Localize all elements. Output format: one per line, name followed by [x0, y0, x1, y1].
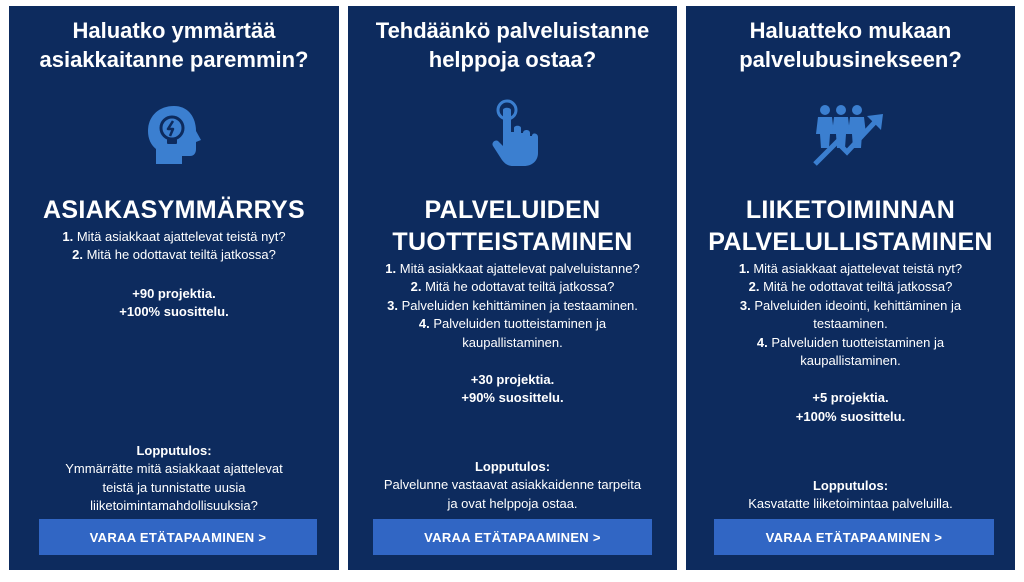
list-number: 1. [738, 261, 750, 276]
card-result [698, 477, 1003, 514]
service-card-palveluiden-tuotteistaminen [348, 6, 677, 570]
list-text: Palveluiden ideointi, kehittäminen ja testaaminen. [754, 297, 962, 332]
result-label: Lopputulos: [136, 443, 212, 458]
result-line: Ymmärrätte mitä asiakkaat ajattelevat [65, 461, 283, 477]
result-line: ja ovat helppoja ostaa. [447, 495, 578, 511]
list-item [362, 278, 663, 296]
card-question [9, 16, 339, 74]
result-line: Kasvatatte liiketoimintaa palveluilla. [748, 496, 953, 512]
title-line: ASIAKASYMMÄRRYS [43, 196, 305, 224]
book-meeting-button[interactable]: VARAA ETÄTAPAAMINEN > [373, 519, 652, 555]
title-line: PALVELULLISTAMINEN [708, 228, 993, 256]
list-number: 3. [739, 297, 751, 313]
list-number: 3. [387, 297, 398, 313]
question-list [23, 228, 325, 265]
list-item [362, 297, 663, 315]
list-item [700, 334, 1001, 371]
question-line: Haluatteko mukaan [749, 18, 952, 43]
stat-recommendation: +90% suosittelu. [461, 390, 564, 406]
list-item [700, 297, 1001, 334]
people-growth-icon [686, 98, 1015, 170]
card-body [23, 228, 325, 322]
card-body [362, 260, 663, 408]
result-label: Lopputulos: [474, 459, 551, 474]
title-line: TUOTTEISTAMINEN [392, 228, 633, 256]
stat-projects: +90 projektia. [132, 285, 216, 301]
card-question [348, 16, 677, 74]
card-title [348, 194, 677, 258]
card-title [9, 194, 339, 226]
question-line: palvelubusinekseen? [739, 47, 962, 72]
result-line: Palvelunne vastaavat asiakkaidenne tarpeita [383, 477, 642, 493]
question-list [362, 260, 663, 352]
list-number: 1. [62, 229, 74, 244]
list-number: 4. [756, 334, 768, 350]
stat-recommendation: +100% suosittelu. [119, 304, 229, 320]
list-item [23, 246, 325, 264]
question-line: Tehdäänkö palveluistanne [375, 18, 650, 43]
card-question [686, 16, 1015, 74]
hand-pointer-icon [348, 98, 677, 170]
question-line: helppoja ostaa? [428, 47, 597, 72]
list-item [362, 315, 663, 352]
question-list [700, 260, 1001, 370]
list-text: Palveluiden tuotteistaminen ja kaupallistaminen. [433, 316, 607, 350]
list-item [23, 228, 325, 246]
service-card-asiakasymmarrys [9, 6, 339, 570]
list-text: Palveluiden kehittäminen ja testaaminen. [401, 297, 638, 313]
card-body [700, 260, 1001, 426]
card-stats [700, 389, 1001, 426]
book-meeting-button[interactable]: VARAA ETÄTAPAAMINEN > [39, 519, 317, 555]
list-text: Mitä asiakkaat ajattelevat palveluistanne? [399, 261, 640, 276]
list-number: 2. [410, 279, 422, 295]
list-number: 2. [748, 279, 760, 295]
question-line: Haluatko ymmärtää [72, 18, 276, 43]
result-line: teistä ja tunnistatte uusia [102, 479, 246, 495]
list-number: 2. [72, 247, 83, 263]
list-number: 4. [418, 316, 430, 332]
head-lightbulb-icon [9, 98, 339, 170]
service-card-liiketoiminnan-palvelullistaminen [686, 6, 1015, 570]
list-item [700, 278, 1001, 296]
list-text: Mitä he odottavat teiltä jatkossa? [425, 279, 615, 295]
stat-projects: +30 projektia. [470, 372, 555, 388]
list-text: Palveluiden tuotteistaminen ja kaupallistaminen. [771, 334, 945, 369]
list-number: 1. [385, 261, 397, 276]
result-line: liiketoimintamahdollisuuksia? [90, 498, 258, 514]
card-stats [23, 285, 325, 322]
title-line: PALVELUIDEN [424, 196, 601, 224]
list-text: Mitä asiakkaat ajattelevat teistä nyt? [76, 229, 286, 244]
question-line: asiakkaitanne paremmin? [39, 47, 309, 72]
list-text: Mitä asiakkaat ajattelevat teistä nyt? [753, 261, 963, 276]
list-text: Mitä he odottavat teiltä jatkossa? [763, 279, 953, 295]
list-item [362, 260, 663, 278]
stat-recommendation: +100% suosittelu. [795, 408, 906, 424]
book-meeting-button[interactable]: VARAA ETÄTAPAAMINEN > [714, 519, 994, 555]
list-item [700, 260, 1001, 278]
card-result [360, 458, 665, 513]
result-label: Lopputulos: [812, 478, 889, 493]
card-result [21, 442, 327, 516]
stat-projects: +5 projektia. [812, 390, 889, 406]
card-stats [362, 371, 663, 408]
card-title [686, 194, 1015, 258]
list-text: Mitä he odottavat teiltä jatkossa? [86, 247, 276, 263]
title-line: LIIKETOIMINNAN [745, 196, 956, 224]
